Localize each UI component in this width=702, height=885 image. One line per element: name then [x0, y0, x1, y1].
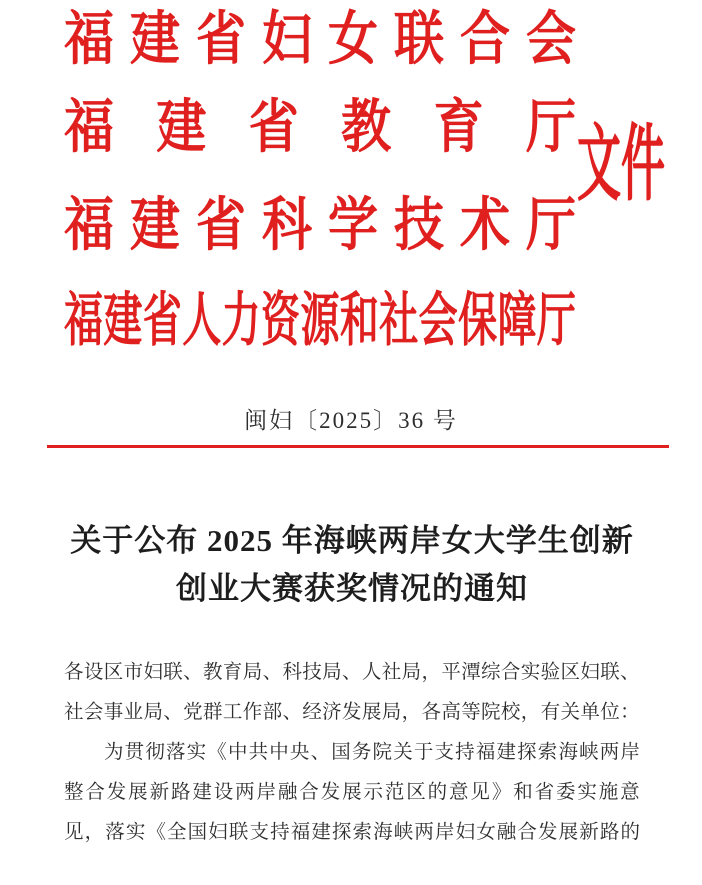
red-separator-rule — [47, 445, 669, 448]
body-text-line: 为 贯 彻 落 实 《 中 共 中 央 、 国 务 院 关 于 支 持 福 建 探 索 海 峡 两 岸 — [104, 742, 640, 763]
body-text-line: 见 ， 落 实 《 全 国 妇 联 支 持 福 建 探 索 海 峡 两 岸 妇 女 融 合 发 展 新 路 的 — [64, 822, 640, 843]
body-text-line: 各 设 区 市 妇 联 、 教 育 局 、 科 技 局 、 人 社 局 ， 平 潭 综 合 实 验 区 妇 联 、 — [64, 662, 640, 683]
body-text-line: 社 会 事 业 局 、 党 群 工 作 部 、 经 济 发 展 局 ， 各 高 等 院 校 ， 有 关 单 位 ： — [64, 702, 640, 723]
document-title-line-1: 关于公布 2025 年海峡两岸女大学生创新 — [70, 523, 634, 558]
letterhead-org-4: 福 建 省 人 力 资 源 和 社 会 保 障 厅 — [64, 289, 576, 354]
document-title-line-2: 创业大赛获奖情况的通知 — [176, 571, 528, 606]
letterhead-org-3: 福 建 省 科 学 技 术 厅 — [64, 192, 576, 258]
document-number: 闽妇〔2025〕36 号 — [244, 408, 458, 433]
letterhead-doc-word: 文件 — [577, 118, 665, 212]
body-text-line: 整 合 发 展 新 路 建 设 两 岸 融 合 发 展 示 范 区 的 意 见 》 和 省 委 实 施 意 — [64, 782, 640, 803]
document-title — [64, 517, 640, 613]
letterhead-org-1: 福 建 省 妇 女 联 合 会 — [64, 6, 576, 72]
letterhead-org-2: 福 建 省 教 育 厅 — [64, 94, 576, 160]
document-body — [64, 650, 640, 850]
